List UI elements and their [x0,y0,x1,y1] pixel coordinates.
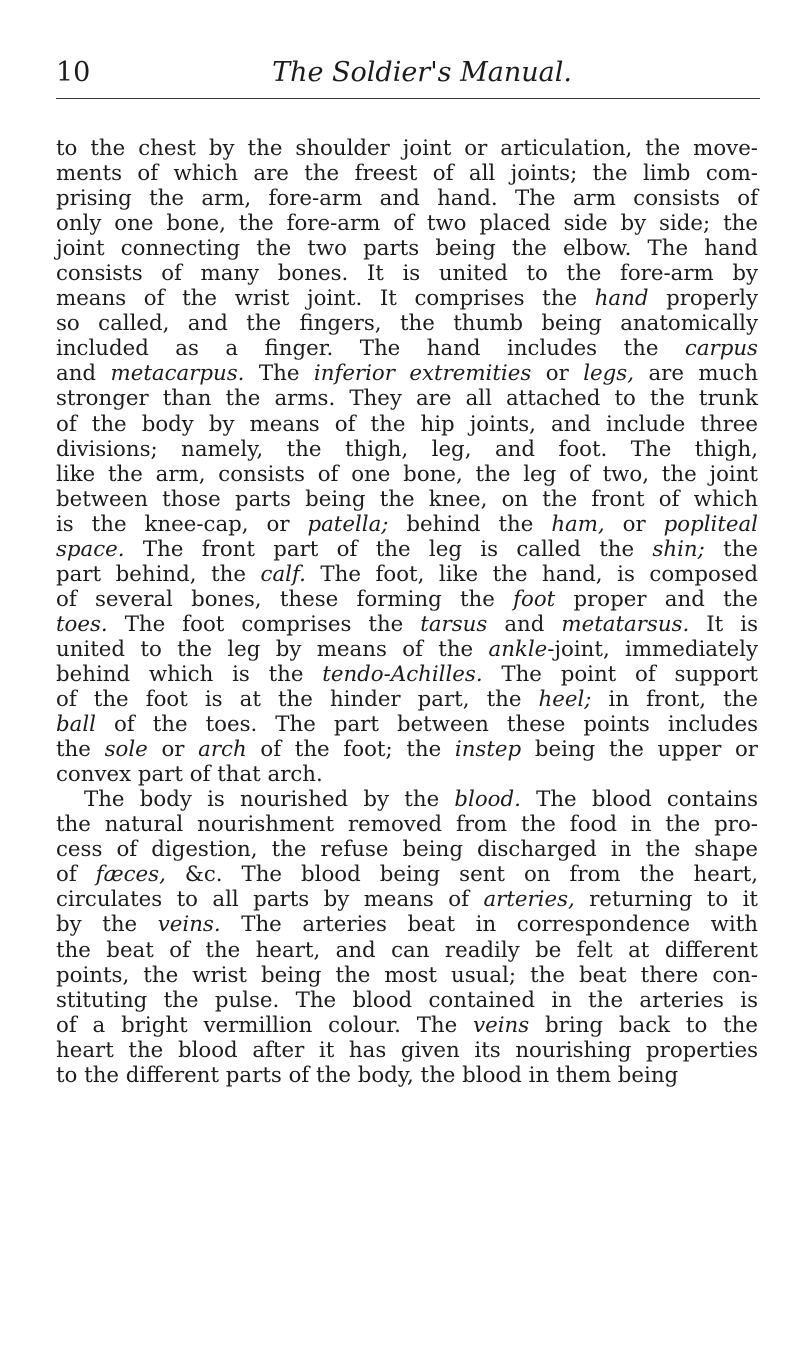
text-line: part behind, the calf. The foot, like the hand, is composed [56,561,758,587]
text-line: convex part of that arch. [56,762,323,788]
italic-term: space. [56,536,125,562]
paragraph [56,136,758,787]
text-line: ball of the toes. The part between these points includes [56,712,758,738]
text-line: of the foot is at the hinder part, the heel; in front, the [56,687,758,713]
text-line: prising the arm, fore-arm and hand. The arm consists of [56,186,758,212]
text-line: by the veins. The arteries beat in correspondence with [56,912,758,938]
text-line: the beat of the heart, and can readily be felt at different [56,937,758,963]
text-line: the natural nourishment removed from the food in the pro- [56,812,758,838]
italic-term: ball [56,712,96,738]
page-number: 10 [56,57,91,88]
italic-term: legs, [583,361,634,387]
italic-term: carpus [684,336,758,362]
text-line: included as a finger. The hand includes the carpus [56,336,758,362]
italic-term: ham, [551,511,605,537]
text-line: to the chest by the shoulder joint or articulation, the move- [56,136,758,161]
paragraph [56,787,758,1088]
page-header [56,58,760,99]
italic-term: inferior extremities [313,361,532,387]
text-line: so called, and the fingers, the thumb being anatomically [56,311,758,337]
text-line: of the body by means of the hip joints, and include three [56,411,758,437]
italic-term: metacarpus. [110,361,245,387]
italic-term: veins [473,1012,530,1038]
italic-term: popliteal [663,511,758,537]
text-line: The body is nourished by the blood. The blood contains [84,787,759,813]
text-line: of fæces, &c. The blood being sent on from the heart, [56,862,758,888]
body-text [56,136,758,1088]
italic-term: tarsus [420,611,488,637]
italic-term: toes. [56,611,108,637]
text-line: heart the blood after it has given its nourishing properties [56,1037,758,1063]
italic-term: foot [513,586,556,612]
text-line: and metacarpus. The inferior extremities or legs, are much [56,361,758,387]
text-line: means of the wrist joint. It comprises the hand properly [56,286,759,312]
text-line: like the arm, consists of one bone, the leg of two, the joint [56,461,758,487]
text-line: cess of digestion, the refuse being discharged in the shape [56,837,758,863]
italic-term: patella; [307,511,389,537]
text-line: points, the wrist being the most usual; the beat there con- [56,962,758,988]
text-line: divisions; namely, the thigh, leg, and foot. The thigh, [56,436,758,462]
text-line: stronger than the arms. They are all attached to the trunk [56,386,758,412]
italic-term: sole [104,737,148,763]
italic-term: veins. [157,912,221,938]
text-line: the sole or arch of the foot; the instep being the upper or [56,737,758,763]
text-line: united to the leg by means of the ankle-joint, immediately [56,636,759,662]
italic-term: shin; [652,536,705,562]
text-line: between those parts being the knee, on the front of which [56,486,758,512]
text-line: behind which is the tendo-Achilles. The point of support [56,661,758,687]
italic-term: hand [594,286,649,312]
italic-term: instep [454,737,522,763]
text-line: joint connecting the two parts being the elbow. The hand [56,236,758,262]
text-line: is the knee-cap, or patella; behind the ham, or popliteal [56,511,758,537]
text-line: of several bones, these forming the foot proper and the [56,586,758,612]
italic-term: tendo-Achilles. [322,661,483,687]
italic-term: arteries, [483,887,575,913]
italic-term: arch [198,737,247,763]
text-line: consists of many bones. It is united to the fore-arm by [56,261,758,287]
text-line: of a bright vermillion colour. The veins bring back to the [56,1012,758,1038]
text-line: to the different parts of the body, the blood in them being [56,1062,679,1088]
italic-term: blood. [454,787,521,813]
text-line: circulates to all parts by means of arteries, returning to it [56,887,758,913]
text-line: toes. The foot comprises the tarsus and metatarsus. It is [56,611,758,637]
text-line: stituting the pulse. The blood contained in the arteries is [56,987,758,1013]
text-line: ments of which are the freest of all joints; the limb com- [56,161,758,187]
italic-term: calf. [260,561,306,587]
text-line: only one bone, the fore-arm of two placed side by side; the [56,211,758,237]
italic-term: ankle [488,636,548,662]
running-title: The Soldier's Manual. [272,57,572,88]
text-line: space. The front part of the leg is called the shin; the [56,536,758,562]
italic-term: metatarsus. [561,611,690,637]
italic-term: fæces, [95,862,166,888]
italic-term: heel; [538,687,592,713]
